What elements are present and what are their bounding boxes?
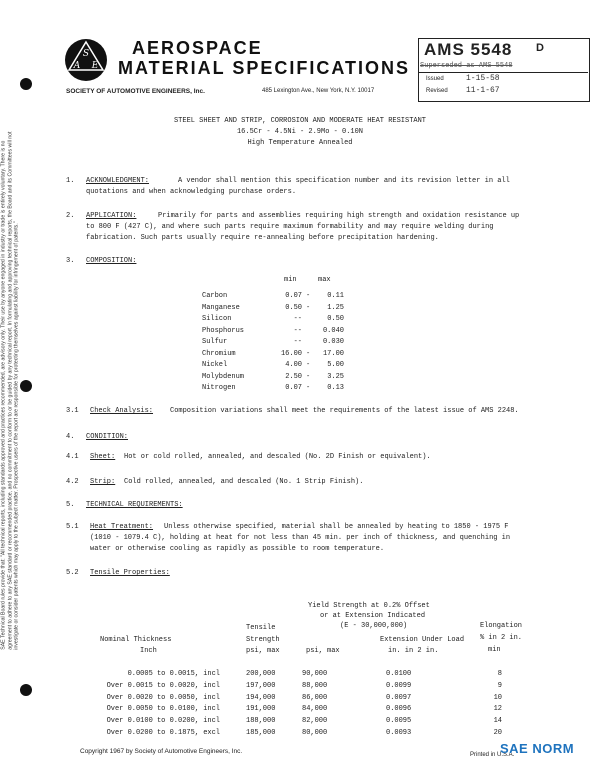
thickness-header-line2: Inch <box>140 647 157 655</box>
tensile-row-elongation: 9 <box>497 681 502 690</box>
section-5-number: 5. <box>66 501 75 509</box>
sae-norm-watermark: SAE NORM <box>500 741 575 756</box>
section-5-2-heading: Tensile Properties: <box>90 569 170 577</box>
composition-min: 0.07 <box>285 384 302 392</box>
tensile-row-strength: 200,000 <box>246 670 276 678</box>
composition-element: Molybdenum <box>202 372 245 381</box>
section-4-heading: CONDITION: <box>86 433 129 441</box>
composition-max: 1.25 <box>327 303 344 312</box>
section-4-1-text: Hot or cold rolled, annealed, and descaled (No. 2D Finish or equivalent). <box>124 453 431 461</box>
sae-logo-icon <box>64 38 108 82</box>
header-title-line2: MATERIAL SPECIFICATIONS <box>118 58 411 78</box>
section-2-text: fabrication. Such parts usually require re-annealing before precipitation hardening. <box>86 234 439 242</box>
tensile-row-strength: 197,000 <box>246 681 276 690</box>
doc-title-line2: 16.5Cr - 4.5Ni - 2.9Mo - 0.10N <box>236 128 364 136</box>
tensile-row-extension: 0.0093 <box>386 729 412 737</box>
tensile-row-elongation: 12 <box>493 705 502 714</box>
composition-element: Carbon <box>202 292 228 300</box>
sae-technical-board-note: SAE Technical Board rules provide that: "All technical reports, including standards approved and practices recommended, are advisory only. Their use by anyone engaged in industry or trade is entirely voluntary. There is no agreement to adhere to any SAE standard or recommended practice, and no commitment to conform to or be guided by any technical report. In formulating and approving technical reports, the Board and its Committees will not investigate or consider patents which may apply to the subject matter. Prospective users of the report are responsible for protecting themselves against liability for infringement of patents." <box>0 131 20 650</box>
doc-title-line1: STEEL SHEET AND STRIP, CORROSION AND MODERATE HEAT RESISTANT <box>173 117 427 125</box>
svg-text:E: E <box>91 61 99 71</box>
tensile-row-yield: 84,000 <box>302 705 328 714</box>
composition-min: 16.00 <box>280 349 302 358</box>
composition-range-dash: - <box>306 372 311 381</box>
composition-range-dash: - <box>306 349 311 358</box>
section-4-1-number: 4.1 <box>66 453 79 461</box>
section-2-number: 2. <box>66 212 75 220</box>
society-name: SOCIETY OF AUTOMOTIVE ENGINEERS, Inc. <box>66 88 205 95</box>
tensile-row-elongation: 8 <box>497 670 502 678</box>
section-2-heading: APPLICATION: <box>86 212 137 220</box>
svg-text:S: S <box>82 49 90 59</box>
composition-max: 0.13 <box>327 384 344 392</box>
issued-label: Issued <box>426 76 444 82</box>
issued-date: 1-15-58 <box>466 74 500 83</box>
tensile-row-extension: 0.0097 <box>386 693 412 702</box>
section-4-1-heading: Sheet: <box>90 453 116 461</box>
section-5-heading: TECHNICAL REQUIREMENTS: <box>86 501 183 509</box>
composition-element: Sulfur <box>202 338 228 346</box>
composition-max: 3.25 <box>327 372 344 381</box>
section-5-1-text: water or otherwise cooling as rapidly as possible to room temperature. <box>90 545 385 553</box>
tensile-row-yield: 80,000 <box>302 729 328 737</box>
doc-title-line3: High Temperature Annealed <box>247 139 353 147</box>
printed-in: Printed in U.S.A. <box>470 752 515 758</box>
composition-range-dash: - <box>306 361 311 369</box>
section-1-text: A vendor shall mention this specification number and its revision letter in all <box>178 177 510 185</box>
section-4-number: 4. <box>66 433 75 441</box>
tensile-row-yield: 90,000 <box>302 670 328 678</box>
tensile-row-extension: 0.0100 <box>386 670 412 678</box>
tensile-row-strength: 194,000 <box>246 693 276 702</box>
section-5-1-text: (1010 - 1079.4 C), holding at heat for not less than 45 min. per inch of thickness, and quenching in <box>90 534 511 542</box>
composition-max: 0.11 <box>327 292 344 300</box>
superseded-note: Superseded as AMS 5548 <box>420 62 513 70</box>
tensile-row-elongation: 14 <box>493 717 502 726</box>
section-3-1-heading: Check Analysis: <box>90 407 154 415</box>
section-3-1-number: 3.1 <box>66 407 79 415</box>
header-title-line1: AEROSPACE <box>132 38 263 58</box>
section-2-text: Primarily for parts and assemblies requiring high strength and oxidation resistance up <box>158 212 520 220</box>
extension-header-line1: Extension Under Load <box>380 636 465 644</box>
tensile-header-line3: psi, max <box>246 647 280 655</box>
tensile-row-extension: 0.0096 <box>386 705 412 714</box>
tensile-row-thickness: 0.0005 to 0.0015, incl <box>127 670 220 678</box>
composition-element: Chromium <box>202 349 236 358</box>
composition-element: Nickel <box>202 361 228 369</box>
section-2-text: to 800 F (427 C), and where such parts require maximum formability and may require welding during <box>86 223 494 231</box>
tensile-header-line2: Strength <box>246 636 280 644</box>
section-5-2-number: 5.2 <box>66 569 79 577</box>
section-5-1-number: 5.1 <box>66 523 79 531</box>
composition-range-dash: - <box>306 384 311 392</box>
punch-hole-bottom <box>20 684 32 696</box>
composition-max: 0.030 <box>322 338 344 346</box>
composition-min: -- <box>293 326 302 335</box>
tensile-row-thickness: Over 0.0020 to 0.0050, incl <box>106 693 220 702</box>
punch-hole-top <box>20 78 32 90</box>
society-address: 485 Lexington Ave., New York, N.Y. 10017 <box>262 88 375 94</box>
section-1-number: 1. <box>66 177 75 185</box>
composition-max: 0.040 <box>322 326 344 335</box>
section-1-text: quotations and when acknowledging purchase orders. <box>86 188 297 196</box>
ams-number: AMS 5548 <box>424 40 513 59</box>
tensile-row-thickness: Over 0.0200 to 0.1875, excl <box>106 729 220 737</box>
tensile-header-line1: Tensile <box>246 624 276 632</box>
ams-box-divider <box>418 72 588 73</box>
section-3-1-text: Composition variations shall meet the requirements of the latest issue of AMS 2248. <box>170 407 519 415</box>
svg-text:A: A <box>73 61 81 71</box>
section-5-1-heading: Heat Treatment: <box>90 523 154 531</box>
section-1-heading: ACKNOWLEDGMENT: <box>86 177 150 185</box>
composition-max: 0.50 <box>327 315 344 323</box>
tensile-row-extension: 0.0099 <box>386 681 412 690</box>
elongation-header-line1: Elongation <box>480 622 523 630</box>
composition-element: Manganese <box>202 303 240 312</box>
elongation-header-line3: min <box>488 646 501 654</box>
composition-max-header: max <box>318 276 331 284</box>
yield-psi-header: psi, max <box>306 647 340 655</box>
composition-max: 17.00 <box>322 349 344 358</box>
revised-date: 11-1-67 <box>466 86 500 95</box>
tensile-row-thickness: Over 0.0100 to 0.0200, incl <box>106 717 220 726</box>
composition-min: -- <box>293 338 302 346</box>
copyright: Copyright 1967 by Society of Automotive Engineers, Inc. <box>80 748 243 755</box>
revised-label: Revised <box>426 88 448 94</box>
composition-min: -- <box>293 315 302 323</box>
section-5-1-text: Unless otherwise specified, material shall be annealed by heating to 1850 - 1975 F <box>164 523 509 531</box>
composition-element: Phosphorus <box>202 326 245 335</box>
composition-min: 0.50 <box>285 303 302 312</box>
composition-min: 2.50 <box>285 372 302 381</box>
thickness-header-line1: Nominal Thickness <box>100 636 172 644</box>
tensile-row-elongation: 10 <box>493 693 502 702</box>
ams-revision-letter: D <box>536 42 544 54</box>
section-4-2-heading: Strip: <box>90 478 116 486</box>
composition-max: 5.00 <box>327 361 344 369</box>
section-3-heading: COMPOSITION: <box>86 257 137 265</box>
section-4-2-number: 4.2 <box>66 478 79 486</box>
composition-element: Nitrogen <box>202 384 236 392</box>
tensile-row-yield: 82,000 <box>302 717 328 726</box>
tensile-row-extension: 0.0095 <box>386 717 412 726</box>
tensile-row-yield: 88,000 <box>302 681 328 690</box>
punch-hole-middle <box>20 380 32 392</box>
composition-range-dash: - <box>306 292 311 300</box>
tensile-row-strength: 185,000 <box>246 729 276 737</box>
extension-header-line2: in. in 2 in. <box>388 647 439 655</box>
composition-min-header: min <box>284 276 297 284</box>
tensile-row-elongation: 20 <box>493 729 502 737</box>
elongation-header-line2: % in 2 in. <box>480 634 523 642</box>
tensile-row-strength: 188,000 <box>246 717 276 726</box>
section-4-2-text: Cold rolled, annealed, and descaled (No. 1 Strip Finish). <box>124 478 364 486</box>
yield-header-line2: or at Extension Indicated <box>320 612 426 620</box>
tensile-row-strength: 191,000 <box>246 705 276 714</box>
yield-header-line1: Yield Strength at 0.2% Offset <box>308 602 430 610</box>
composition-min: 4.00 <box>285 361 302 369</box>
section-3-number: 3. <box>66 257 75 265</box>
composition-element: Silicon <box>202 315 232 323</box>
tensile-row-yield: 86,000 <box>302 693 328 702</box>
tensile-row-thickness: Over 0.0050 to 0.0100, incl <box>106 705 220 714</box>
composition-min: 0.07 <box>285 292 302 300</box>
composition-range-dash: - <box>306 303 311 312</box>
yield-header-line3: (E - 30,000,000) <box>340 622 408 630</box>
tensile-row-thickness: Over 0.0015 to 0.0020, incl <box>106 681 220 690</box>
